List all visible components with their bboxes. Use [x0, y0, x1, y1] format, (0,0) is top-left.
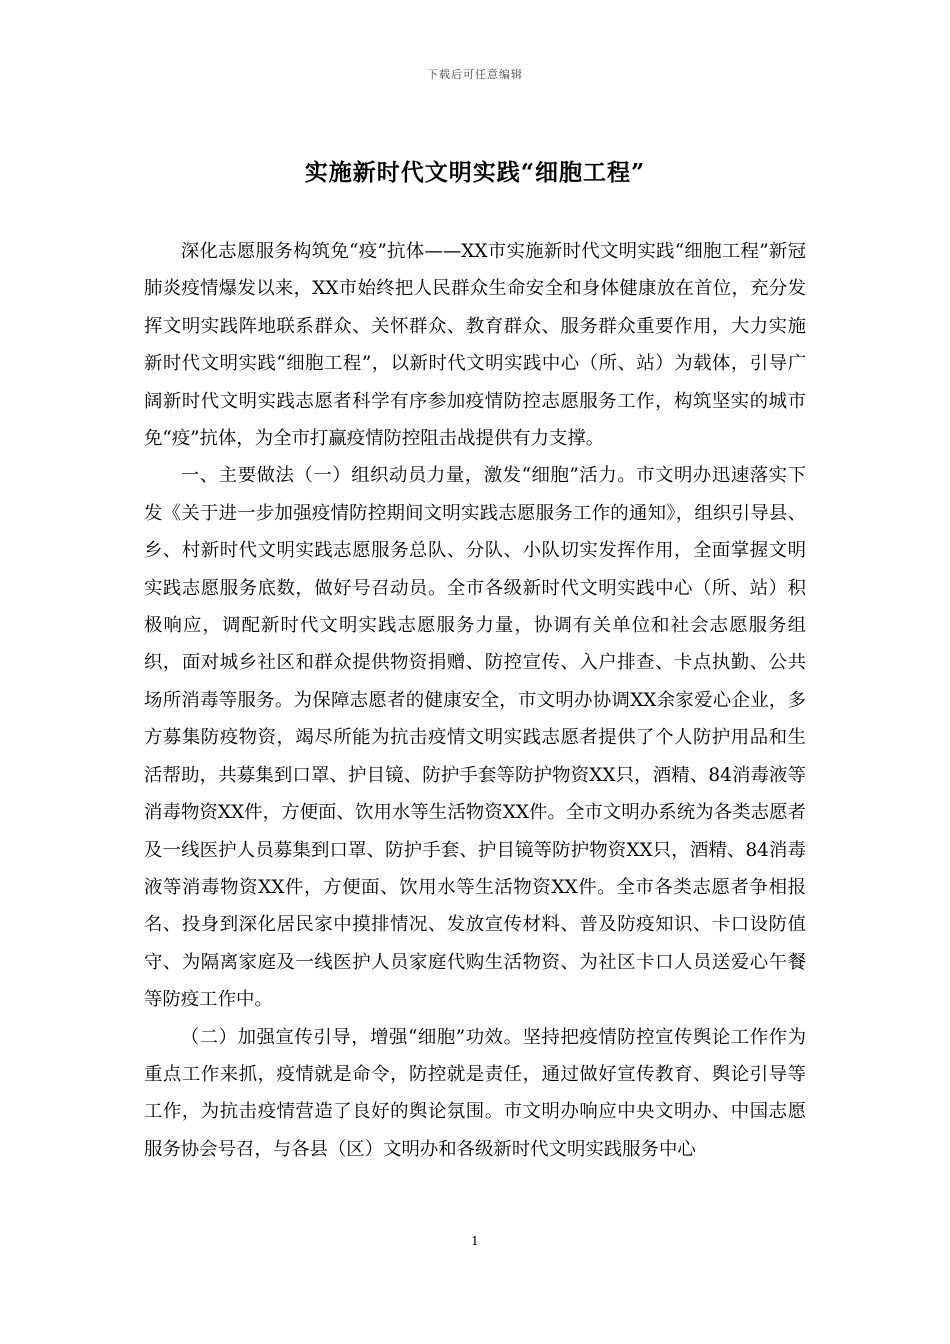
page-number: 1 — [471, 1234, 479, 1248]
header-note: 下载后可任意编辑 — [427, 68, 523, 81]
document-title: 实施新时代文明实践“细胞工程” — [304, 159, 646, 186]
paragraph-section-1: 一、主要做法（一）组织动员力量，激发“细胞”活力。市文明办迅速落实下发《关于进一步加强疫情防控期间文明实践志愿服务工作的通知》，组织引导县、乡、村新时代文明实践志愿服务总队、分队、小队切实发挥作用，全面掌握文明实践志愿服务底数，做好号召动员。全市各级新时代文明实践中心（所、站）积极响应，调配新时代文明实践志愿服务力量，协调有关单位和社会志愿服务组织，面对城乡社区和群众提供物资捐赠、防控宣传、入户排查、卡点执勤、公共场所消毒等服务。为保障志愿者的健康安全，市文明办协调XX余家爱心企业，多方募集防疫物资，竭尽所能为抗击疫情文明实践志愿者提供了个人防护用品和生活帮助，共募集到口罩、护目镜、防护手套等防护物资XX只，酒精、84消毒液等消毒物资XX件，方便面、饮用水等生活物资XX件。全市文明办系统为各类志愿者及一线医护人员募集到口罩、防护手套、护目镜等防护物资XX只，酒精、84消毒液等消毒物资XX件，方便面、饮用水等生活物资XX件。全市各类志愿者争相报名、投身到深化居民家中摸排情况、发放宣传材料、普及防疫知识、卡口设防值守、为隔离家庭及一线医护人员家庭代购生活物资、为社区卡口人员送爱心午餐等防疫工作中。 — [144, 465, 806, 1011]
paragraph-section-2: （二）加强宣传引导，增强“细胞”功效。坚持把疫情防控宣传舆论工作作为重点工作来抓，疫情就是命令，防控就是责任，通过做好宣传教育、舆论引导等工作，为抗击疫情营造了良好的舆论氛围。市文明办响应中央文明办、中国志愿服务协会号召，与各县（区）文明办和各级新时代文明实践服务中心 — [144, 1026, 806, 1160]
paragraph-intro: 深化志愿服务构筑免“疫”抗体——XX市实施新时代文明实践“细胞工程”新冠肺炎疫情爆发以来，XX市始终把人民群众生命安全和身体健康放在首位，充分发挥文明实践阵地联系群众、关怀群众、教育群众、服务群众重要作用，大力实施新时代文明实践“细胞工程”，以新时代文明实践中心（所、站）为载体，引导广阔新时代文明实践志愿者科学有序参加疫情防控志愿服务工作，构筑坚实的城市免“疫”抗体，为全市打赢疫情防控阻击战提供有力支撑。 — [144, 241, 806, 450]
document-body — [144, 233, 806, 1168]
